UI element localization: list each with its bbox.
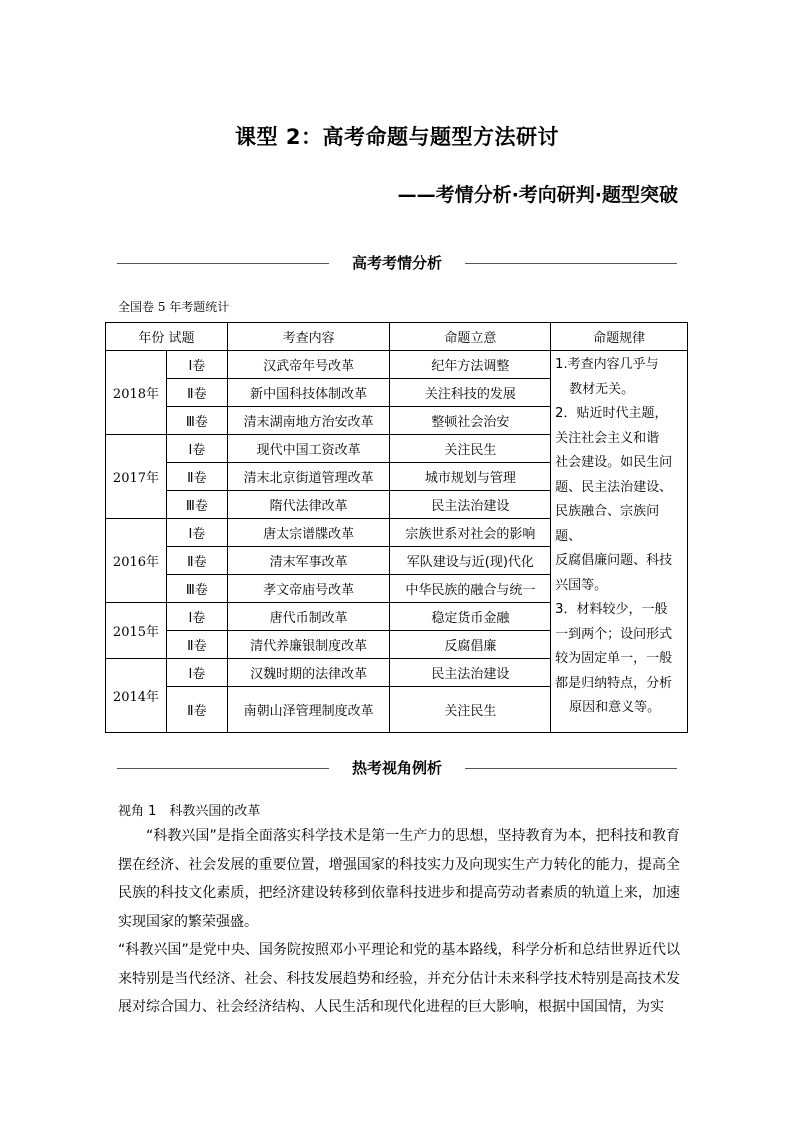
- content-cell: 隋代法律改革: [227, 491, 390, 519]
- rules-line: 题、民主法治建设、: [555, 479, 673, 495]
- paper-cell: Ⅰ卷: [166, 603, 227, 631]
- intent-cell: 民主法治建设: [390, 659, 551, 687]
- content-cell: 清末北京街道管理改革: [227, 463, 390, 491]
- paper-cell: Ⅰ卷: [166, 519, 227, 547]
- paper-cell: Ⅱ卷: [166, 463, 227, 491]
- content-cell: 现代中国工资改革: [227, 435, 390, 463]
- rules-line: 1.考查内容几乎与: [555, 357, 659, 372]
- intent-cell: 关注民生: [390, 435, 551, 463]
- intent-cell: 反腐倡廉: [390, 631, 551, 659]
- rules-line: 社会建设。如民生问: [555, 455, 673, 470]
- content-cell: 唐代币制改革: [227, 603, 390, 631]
- rules-line: 都是归纳特点，分析: [555, 675, 673, 691]
- year-cell: 2014年: [106, 659, 167, 733]
- content-cell: 汉魏时期的法律改革: [227, 659, 390, 687]
- paper-cell: Ⅱ卷: [166, 379, 227, 407]
- rules-line: 关注社会主义和谐: [555, 430, 660, 446]
- intent-cell: 关注民生: [390, 687, 551, 733]
- year-cell: 2018年: [106, 351, 167, 435]
- angle-heading: 视角 1 科教兴国的改革: [118, 804, 261, 819]
- intent-cell: 整顿社会治安: [390, 407, 551, 435]
- lesson-subtitle: ——考情分析·考向研判·题型突破: [397, 184, 678, 206]
- rules-line: 原因和意义等。: [569, 700, 661, 715]
- paper-cell: Ⅰ卷: [166, 435, 227, 463]
- lesson-title: 课型 2：高考命题与题型方法研讨: [235, 125, 559, 149]
- section-heading-text: 高考考情分析: [351, 254, 442, 272]
- table-header-row: [106, 323, 688, 351]
- year-cell: 2016年: [106, 519, 167, 603]
- divider-right: [465, 768, 677, 769]
- paper-cell: Ⅲ卷: [166, 407, 227, 435]
- rules-line: 反腐倡廉问题、科技: [555, 553, 673, 568]
- intent-cell: 关注科技的发展: [390, 379, 551, 407]
- header-content: 考查内容: [227, 323, 390, 351]
- section-heading-analysis: [117, 252, 677, 276]
- rules-line: 兴国等。: [555, 577, 608, 593]
- year-cell: 2015年: [106, 603, 167, 659]
- content-cell: 南朝山泽管理制度改革: [227, 687, 390, 733]
- intent-cell: 中华民族的融合与统一: [390, 575, 551, 603]
- paper-cell: Ⅲ卷: [166, 491, 227, 519]
- intent-cell: 民主法治建设: [390, 491, 551, 519]
- rules-line: 民族融合、宗族问题、: [555, 504, 660, 544]
- table-caption: 全国卷 5 年考题统计: [118, 300, 230, 314]
- content-cell: 新中国科技体制改革: [227, 379, 390, 407]
- paper-cell: Ⅱ卷: [166, 631, 227, 659]
- intent-cell: 军队建设与近(现)代化: [390, 547, 551, 575]
- paper-cell: Ⅰ卷: [166, 659, 227, 687]
- paper-cell: Ⅱ卷: [166, 547, 227, 575]
- content-cell: 唐太宗谱牒改革: [227, 519, 390, 547]
- intent-cell: 城市规划与管理: [390, 463, 551, 491]
- intent-cell: 宗族世系对社会的影响: [390, 519, 551, 547]
- rules-line: 2．贴近时代主题，: [555, 406, 668, 421]
- exam-stats-table: [105, 322, 688, 733]
- content-cell: 清末湖南地方治安改革: [227, 407, 390, 435]
- year-cell: 2017年: [106, 435, 167, 519]
- header-year-paper: 年份 试题: [106, 323, 228, 351]
- body-paragraph: “科教兴国”是指全面落实科学技术是第一生产力的思想，坚持教育为本，把科技和教育摆在经济、社会发展的重要位置，增强国家的科技实力及向现实生产力转化的能力，提高全民族的科技文化素质，把经济建设转移到依靠科技进步和提高劳动者素质的轨道上来，加速实现国家的繁荣强盛。: [118, 828, 680, 930]
- content-cell: 清代养廉银制度改革: [227, 631, 390, 659]
- header-intent: 命题立意: [390, 323, 551, 351]
- content-cell: 清末军事改革: [227, 547, 390, 575]
- rules-line: 3．材料较少，一般: [555, 602, 668, 617]
- intent-cell: 稳定货币金融: [390, 603, 551, 631]
- paper-cell: Ⅲ卷: [166, 575, 227, 603]
- paper-cell: Ⅰ卷: [166, 351, 227, 379]
- paper-cell: Ⅱ卷: [166, 687, 227, 733]
- section-heading-hot-angles: [117, 757, 677, 781]
- content-cell: 孝文帝庙号改革: [227, 575, 390, 603]
- section-heading-text: 热考视角例析: [351, 759, 442, 777]
- rules-cell: [551, 351, 688, 733]
- content-cell: 汉武帝年号改革: [227, 351, 390, 379]
- rules-line: 较为固定单一，一般: [555, 651, 673, 666]
- intent-cell: 纪年方法调整: [390, 351, 551, 379]
- rules-line: 一到两个；设问形式: [555, 626, 673, 642]
- header-rules: 命题规律: [551, 323, 688, 351]
- table-row: [106, 351, 688, 379]
- rules-line: 教材无关。: [569, 381, 635, 397]
- body-paragraph: “科教兴国”是党中央、国务院按照邓小平理论和党的基本路线，科学分析和总结世界近代以来特别是当代经济、社会、科技发展趋势和经验，并充分估计未来科学技术特别是高技术发展对综合国力、社会经济结构、人民生活和现代化进程的巨大影响，根据中国国情，为实: [118, 942, 680, 1015]
- divider-right: [465, 263, 677, 264]
